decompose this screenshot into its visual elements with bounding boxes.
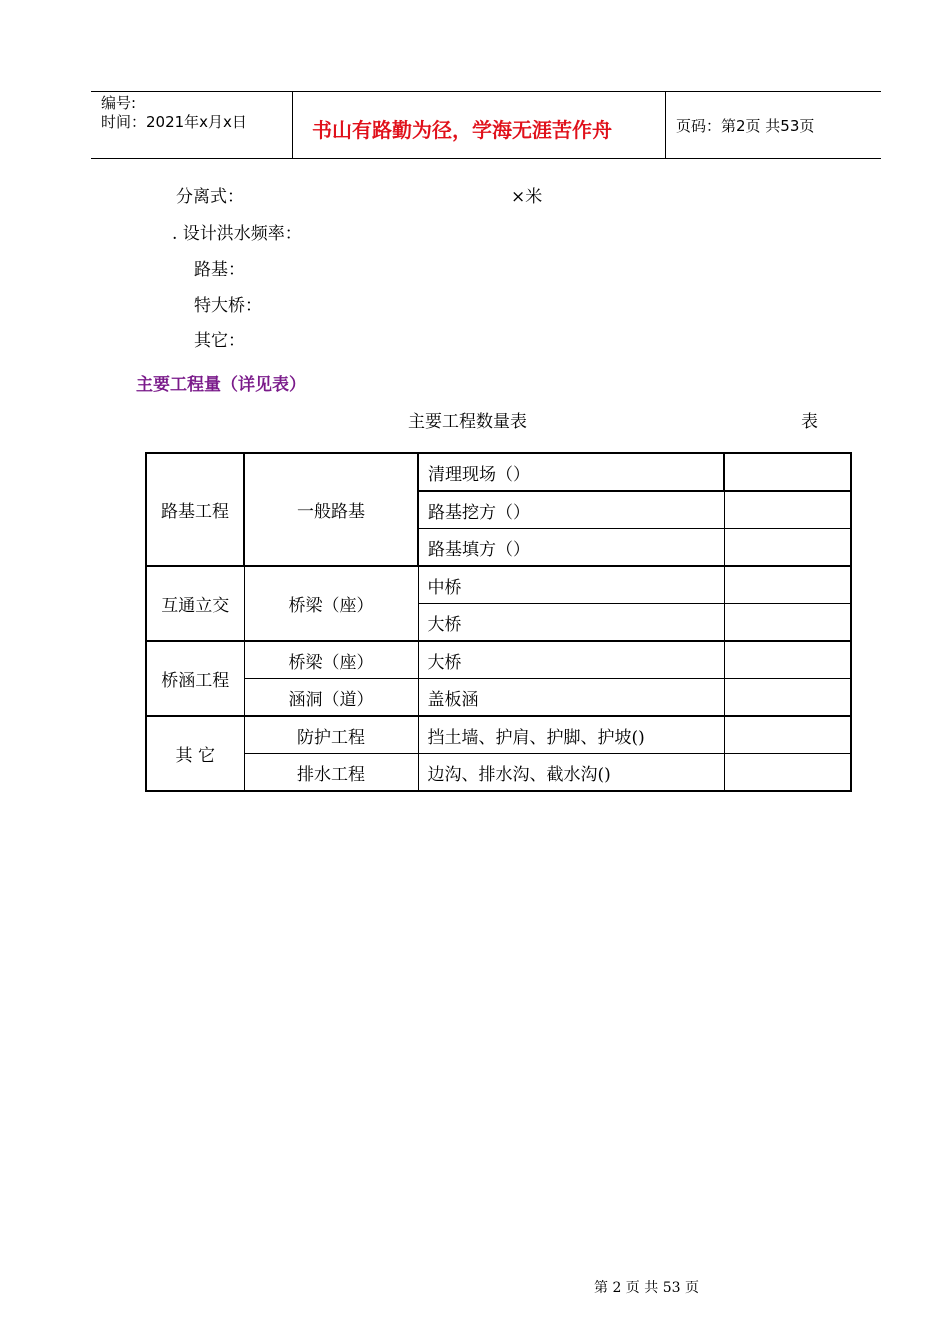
header-bottom-rule bbox=[91, 158, 881, 159]
sub-cell: 桥梁（座） bbox=[244, 641, 418, 679]
value-cell bbox=[724, 641, 851, 679]
item-cell: 大桥 bbox=[418, 604, 724, 642]
item-cell: 边沟、排水沟、截水沟() bbox=[418, 754, 724, 792]
group-cell: 互通立交 bbox=[146, 566, 244, 641]
header-time-label: 时间：2021年x月x日 bbox=[101, 113, 247, 131]
group-cell: 其 它 bbox=[146, 716, 244, 791]
roadbed-label: 路基： bbox=[194, 260, 245, 280]
separated-value: ×米 bbox=[511, 187, 543, 207]
value-cell bbox=[724, 754, 851, 792]
value-cell bbox=[724, 453, 851, 491]
header-motto: 书山有路勤为径，学海无涯苦作舟 bbox=[312, 118, 612, 142]
table-row bbox=[146, 716, 851, 754]
sub-cell: 排水工程 bbox=[244, 754, 418, 792]
table-row bbox=[146, 453, 851, 491]
separated-label: 分离式： bbox=[176, 187, 244, 207]
header-code-label: 编号: bbox=[101, 94, 137, 112]
section-title: 主要工程量（详见表） bbox=[136, 375, 306, 395]
group-cell: 桥涵工程 bbox=[146, 641, 244, 716]
table-row bbox=[146, 679, 851, 717]
group-cell: 路基工程 bbox=[146, 453, 244, 566]
item-cell: 盖板涵 bbox=[418, 679, 724, 717]
header-divider-left bbox=[292, 91, 293, 158]
other-label: 其它： bbox=[194, 331, 245, 351]
item-cell: 大桥 bbox=[418, 641, 724, 679]
item-cell: 路基填方（） bbox=[418, 529, 724, 567]
sub-cell: 一般路基 bbox=[244, 453, 418, 566]
value-cell bbox=[724, 679, 851, 717]
item-cell: 挡土墙、护肩、护脚、护坡() bbox=[418, 716, 724, 754]
quantity-table bbox=[145, 452, 852, 792]
value-cell bbox=[724, 529, 851, 567]
sub-cell: 防护工程 bbox=[244, 716, 418, 754]
header-top-rule bbox=[91, 91, 881, 92]
sub-cell: 桥梁（座） bbox=[244, 566, 418, 641]
value-cell bbox=[724, 604, 851, 642]
flood-frequency-label: . 设计洪水频率： bbox=[172, 224, 302, 244]
table-caption-suffix: 表 bbox=[801, 412, 818, 432]
item-cell: 中桥 bbox=[418, 566, 724, 604]
item-cell: 清理现场（） bbox=[418, 453, 724, 491]
super-bridge-label: 特大桥： bbox=[194, 296, 262, 316]
table-row bbox=[146, 566, 851, 604]
sub-cell: 涵洞（道） bbox=[244, 679, 418, 717]
header-page-info: 页码：第2页 共53页 bbox=[676, 117, 815, 135]
table-row bbox=[146, 754, 851, 792]
page-footer: 第 2 页 共 53 页 bbox=[594, 1280, 699, 1296]
value-cell bbox=[724, 566, 851, 604]
value-cell bbox=[724, 491, 851, 529]
table-row bbox=[146, 641, 851, 679]
item-cell: 路基挖方（） bbox=[418, 491, 724, 529]
header-divider-right bbox=[665, 91, 666, 158]
value-cell bbox=[724, 716, 851, 754]
table-caption: 主要工程数量表 bbox=[408, 412, 527, 432]
